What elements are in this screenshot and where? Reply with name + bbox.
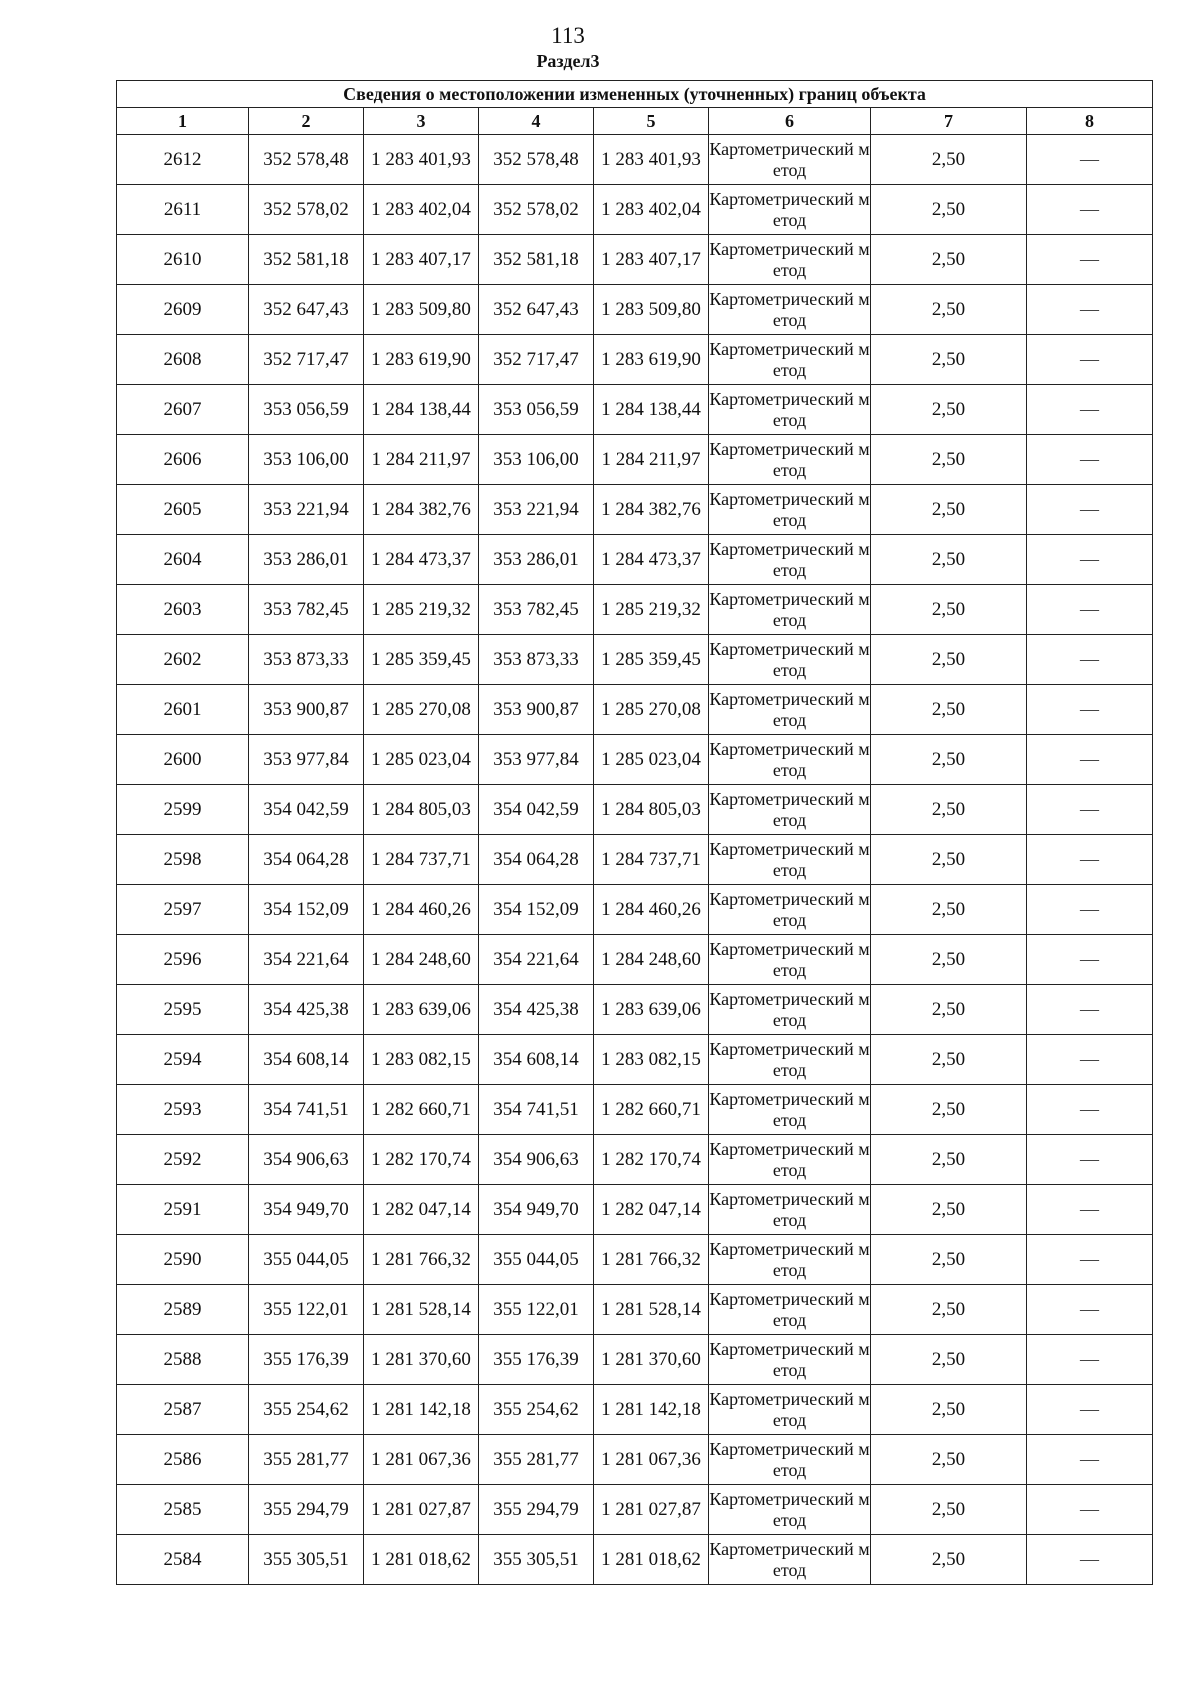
table-cell-col-5: 1 282 170,74 [594,1135,709,1185]
table-cell-col-3: 1 281 142,18 [364,1385,479,1435]
table-cell-col-5: 1 282 047,14 [594,1185,709,1235]
table-cell-col-5: 1 285 270,08 [594,685,709,735]
table-cell-col-8: — [1027,985,1153,1035]
table-cell-col-3: 1 282 047,14 [364,1185,479,1235]
table-cell-col-3: 1 284 460,26 [364,885,479,935]
table-cell-col-8: — [1027,585,1153,635]
table-cell-col-2: 355 176,39 [249,1335,364,1385]
table-cell-col-8: — [1027,135,1153,185]
table-row [117,135,1153,185]
table-cell-col-8: — [1027,1385,1153,1435]
table-cell-col-5: 1 284 248,60 [594,935,709,985]
table-cell-col-1: 2586 [117,1435,249,1485]
table-cell-col-7: 2,50 [871,335,1027,385]
table-cell-col-4: 353 782,45 [479,585,594,635]
table-cell-col-8: — [1027,485,1153,535]
table-cell-col-6: Картометрический метод [709,1135,871,1185]
table-cell-col-6: Картометрический метод [709,635,871,685]
table-cell-col-6: Картометрический метод [709,1085,871,1135]
table-cell-col-7: 2,50 [871,1385,1027,1435]
table-row [117,435,1153,485]
table-cell-col-3: 1 283 407,17 [364,235,479,285]
table-cell-col-2: 352 581,18 [249,235,364,285]
table-cell-col-4: 355 305,51 [479,1535,594,1585]
table-cell-col-6: Картометрический метод [709,1035,871,1085]
table-cell-col-3: 1 284 805,03 [364,785,479,835]
table-cell-col-1: 2602 [117,635,249,685]
table-cell-col-7: 2,50 [871,135,1027,185]
table-cell-col-7: 2,50 [871,985,1027,1035]
table-cell-col-8: — [1027,1085,1153,1135]
table-cell-col-3: 1 284 382,76 [364,485,479,535]
table-cell-col-3: 1 285 023,04 [364,735,479,785]
table-cell-col-2: 354 221,64 [249,935,364,985]
table-cell-col-8: — [1027,1535,1153,1585]
table-cell-col-7: 2,50 [871,435,1027,485]
table-cell-col-5: 1 284 382,76 [594,485,709,535]
table-cell-col-8: — [1027,235,1153,285]
table-cell-col-8: — [1027,185,1153,235]
table-cell-col-8: — [1027,1335,1153,1385]
table-cell-col-1: 2598 [117,835,249,885]
column-header-2: 2 [249,108,364,135]
table-cell-col-8: — [1027,435,1153,485]
table-row [117,185,1153,235]
table-cell-col-1: 2607 [117,385,249,435]
table-cell-col-4: 354 608,14 [479,1035,594,1085]
table-cell-col-7: 2,50 [871,1135,1027,1185]
table-cell-col-5: 1 283 082,15 [594,1035,709,1085]
table-cell-col-1: 2590 [117,1235,249,1285]
table-row [117,1085,1153,1135]
table-cell-col-1: 2596 [117,935,249,985]
table-cell-col-3: 1 284 138,44 [364,385,479,435]
table-cell-col-8: — [1027,1285,1153,1335]
table-cell-col-7: 2,50 [871,935,1027,985]
table-row [117,285,1153,335]
table-cell-col-6: Картометрический метод [709,435,871,485]
table-cell-col-4: 353 977,84 [479,735,594,785]
table-cell-col-3: 1 281 018,62 [364,1535,479,1585]
table-row [117,1485,1153,1535]
table-cell-col-4: 352 717,47 [479,335,594,385]
table-cell-col-6: Картометрический метод [709,1235,871,1285]
table-cell-col-1: 2595 [117,985,249,1035]
table-cell-col-7: 2,50 [871,185,1027,235]
table-row [117,385,1153,435]
table-cell-col-2: 353 286,01 [249,535,364,585]
table-cell-col-7: 2,50 [871,1335,1027,1385]
table-cell-col-7: 2,50 [871,535,1027,585]
table-cell-col-8: — [1027,1185,1153,1235]
column-header-6: 6 [709,108,871,135]
table-cell-col-3: 1 282 170,74 [364,1135,479,1185]
table-caption: Сведения о местоположении измененных (уточненных) границ объекта [117,81,1153,108]
table-cell-col-2: 354 608,14 [249,1035,364,1085]
table-cell-col-3: 1 283 639,06 [364,985,479,1035]
table-cell-col-3: 1 285 270,08 [364,685,479,735]
table-cell-col-5: 1 283 619,90 [594,335,709,385]
table-cell-col-3: 1 281 528,14 [364,1285,479,1335]
table-cell-col-1: 2587 [117,1385,249,1435]
table-cell-col-1: 2601 [117,685,249,735]
table-cell-col-1: 2603 [117,585,249,635]
table-cell-col-3: 1 283 619,90 [364,335,479,385]
table-cell-col-8: — [1027,385,1153,435]
table-cell-col-4: 354 425,38 [479,985,594,1035]
table-cell-col-6: Картометрический метод [709,135,871,185]
table-cell-col-8: — [1027,885,1153,935]
table-cell-col-6: Картометрический метод [709,685,871,735]
table-row [117,235,1153,285]
table-cell-col-5: 1 283 509,80 [594,285,709,335]
column-header-4: 4 [479,108,594,135]
table-cell-col-4: 353 873,33 [479,635,594,685]
table-cell-col-2: 353 977,84 [249,735,364,785]
table-cell-col-3: 1 283 082,15 [364,1035,479,1085]
table-cell-col-5: 1 283 407,17 [594,235,709,285]
table-cell-col-5: 1 283 639,06 [594,985,709,1035]
table-cell-col-7: 2,50 [871,235,1027,285]
table-cell-col-2: 353 900,87 [249,685,364,735]
table-cell-col-5: 1 284 737,71 [594,835,709,885]
table-cell-col-7: 2,50 [871,485,1027,535]
table-row [117,835,1153,885]
table-cell-col-7: 2,50 [871,735,1027,785]
table-cell-col-6: Картометрический метод [709,1485,871,1535]
table-cell-col-4: 355 122,01 [479,1285,594,1335]
table-row [117,785,1153,835]
table-cell-col-7: 2,50 [871,785,1027,835]
table-cell-col-8: — [1027,335,1153,385]
table-cell-col-4: 355 294,79 [479,1485,594,1535]
table-cell-col-7: 2,50 [871,1535,1027,1585]
table-cell-col-4: 353 286,01 [479,535,594,585]
table-cell-col-2: 353 106,00 [249,435,364,485]
table-cell-col-2: 354 906,63 [249,1135,364,1185]
table-cell-col-3: 1 282 660,71 [364,1085,479,1135]
table-cell-col-8: — [1027,1485,1153,1535]
table-row [117,635,1153,685]
table-row [117,535,1153,585]
table-row [117,1435,1153,1485]
table-cell-col-3: 1 283 509,80 [364,285,479,335]
table-cell-col-8: — [1027,635,1153,685]
table-row [117,1335,1153,1385]
table-cell-col-6: Картометрический метод [709,885,871,935]
table-cell-col-5: 1 282 660,71 [594,1085,709,1135]
table-cell-col-5: 1 281 067,36 [594,1435,709,1485]
table-cell-col-5: 1 281 027,87 [594,1485,709,1535]
table-cell-col-2: 352 578,02 [249,185,364,235]
table-cell-col-6: Картометрический метод [709,1385,871,1435]
table-cell-col-5: 1 281 370,60 [594,1335,709,1385]
table-cell-col-6: Картометрический метод [709,1185,871,1235]
table-cell-col-3: 1 285 359,45 [364,635,479,685]
table-cell-col-5: 1 283 402,04 [594,185,709,235]
table-cell-col-4: 352 581,18 [479,235,594,285]
table-cell-col-7: 2,50 [871,1285,1027,1335]
table-cell-col-1: 2611 [117,185,249,235]
table-cell-col-1: 2609 [117,285,249,335]
table-cell-col-7: 2,50 [871,1035,1027,1085]
table-cell-col-7: 2,50 [871,1485,1027,1535]
table-cell-col-4: 353 056,59 [479,385,594,435]
table-row [117,735,1153,785]
table-cell-col-3: 1 283 401,93 [364,135,479,185]
table-cell-col-1: 2600 [117,735,249,785]
table-caption-row [117,81,1153,108]
table-cell-col-4: 352 647,43 [479,285,594,335]
table-cell-col-4: 353 900,87 [479,685,594,735]
table-cell-col-2: 355 305,51 [249,1535,364,1585]
table-cell-col-5: 1 283 401,93 [594,135,709,185]
table-cell-col-4: 355 176,39 [479,1335,594,1385]
table-cell-col-3: 1 281 027,87 [364,1485,479,1535]
table-cell-col-5: 1 285 359,45 [594,635,709,685]
table-cell-col-4: 354 042,59 [479,785,594,835]
table-cell-col-2: 355 281,77 [249,1435,364,1485]
table-row [117,335,1153,385]
table-cell-col-6: Картометрический метод [709,835,871,885]
table-cell-col-3: 1 285 219,32 [364,585,479,635]
table-cell-col-6: Картометрический метод [709,785,871,835]
table-cell-col-6: Картометрический метод [709,485,871,535]
table-cell-col-3: 1 284 737,71 [364,835,479,885]
table-cell-col-6: Картометрический метод [709,385,871,435]
table-cell-col-6: Картометрический метод [709,335,871,385]
table-cell-col-6: Картометрический метод [709,235,871,285]
table-cell-col-2: 355 294,79 [249,1485,364,1535]
table-cell-col-1: 2594 [117,1035,249,1085]
table-row [117,885,1153,935]
table-cell-col-1: 2593 [117,1085,249,1135]
table-cell-col-6: Картометрический метод [709,935,871,985]
table-cell-col-2: 352 578,48 [249,135,364,185]
table-cell-col-7: 2,50 [871,685,1027,735]
table-cell-col-1: 2612 [117,135,249,185]
table-cell-col-3: 1 284 211,97 [364,435,479,485]
table-row [117,985,1153,1035]
table-cell-col-2: 353 873,33 [249,635,364,685]
table-cell-col-1: 2604 [117,535,249,585]
table-cell-col-7: 2,50 [871,835,1027,885]
table-cell-col-7: 2,50 [871,1235,1027,1285]
table-cell-col-2: 354 949,70 [249,1185,364,1235]
table-cell-col-5: 1 285 023,04 [594,735,709,785]
table-cell-col-4: 354 152,09 [479,885,594,935]
table-cell-col-7: 2,50 [871,1085,1027,1135]
table-cell-col-6: Картометрический метод [709,535,871,585]
page-number: 113 [551,23,585,48]
table-cell-col-7: 2,50 [871,1435,1027,1485]
table-cell-col-4: 354 064,28 [479,835,594,885]
table-cell-col-1: 2588 [117,1335,249,1385]
table-cell-col-6: Картометрический метод [709,1535,871,1585]
table-cell-col-3: 1 284 248,60 [364,935,479,985]
table-cell-col-3: 1 281 370,60 [364,1335,479,1385]
column-header-1: 1 [117,108,249,135]
table-row [117,685,1153,735]
table-cell-col-8: — [1027,685,1153,735]
table-cell-col-1: 2599 [117,785,249,835]
table-cell-col-4: 355 254,62 [479,1385,594,1435]
table-cell-col-2: 353 056,59 [249,385,364,435]
table-row [117,935,1153,985]
table-cell-col-8: — [1027,1235,1153,1285]
table-cell-col-1: 2608 [117,335,249,385]
table-cell-col-1: 2584 [117,1535,249,1585]
table-cell-col-4: 354 949,70 [479,1185,594,1235]
table-cell-col-5: 1 285 219,32 [594,585,709,635]
table-cell-col-7: 2,50 [871,635,1027,685]
table-cell-col-6: Картометрический метод [709,585,871,635]
table-row [117,485,1153,535]
table-cell-col-6: Картометрический метод [709,285,871,335]
table-cell-col-2: 354 064,28 [249,835,364,885]
table-cell-col-5: 1 284 211,97 [594,435,709,485]
table-row [117,1535,1153,1585]
table-cell-col-2: 352 647,43 [249,285,364,335]
table-cell-col-7: 2,50 [871,285,1027,335]
table-cell-col-7: 2,50 [871,885,1027,935]
table-cell-col-2: 353 221,94 [249,485,364,535]
table-cell-col-2: 354 152,09 [249,885,364,935]
table-cell-col-3: 1 281 766,32 [364,1235,479,1285]
table-cell-col-2: 355 044,05 [249,1235,364,1285]
table-cell-col-2: 353 782,45 [249,585,364,635]
column-header-5: 5 [594,108,709,135]
table-cell-col-6: Картометрический метод [709,985,871,1035]
table-cell-col-6: Картометрический метод [709,735,871,785]
table-cell-col-3: 1 284 473,37 [364,535,479,585]
table-cell-col-1: 2606 [117,435,249,485]
table-row [117,1285,1153,1335]
table-cell-col-8: — [1027,1435,1153,1485]
table-cell-col-2: 354 425,38 [249,985,364,1035]
table-cell-col-4: 355 044,05 [479,1235,594,1285]
table-cell-col-4: 354 906,63 [479,1135,594,1185]
table-cell-col-5: 1 284 473,37 [594,535,709,585]
table-cell-col-5: 1 284 805,03 [594,785,709,835]
table-cell-col-4: 353 221,94 [479,485,594,535]
table-row [117,1035,1153,1085]
table-cell-col-2: 354 741,51 [249,1085,364,1135]
table-cell-col-6: Картометрический метод [709,1435,871,1485]
table-cell-col-2: 352 717,47 [249,335,364,385]
table-cell-col-1: 2585 [117,1485,249,1535]
table-cell-col-7: 2,50 [871,1185,1027,1235]
table-cell-col-4: 352 578,48 [479,135,594,185]
table-row [117,1385,1153,1435]
table-cell-col-5: 1 284 138,44 [594,385,709,435]
table-cell-col-5: 1 284 460,26 [594,885,709,935]
table-cell-col-5: 1 281 018,62 [594,1535,709,1585]
table-cell-col-4: 353 106,00 [479,435,594,485]
table-header-row [117,108,1153,135]
table-cell-col-1: 2592 [117,1135,249,1185]
table-cell-col-7: 2,50 [871,385,1027,435]
table-cell-col-5: 1 281 142,18 [594,1385,709,1435]
table-cell-col-8: — [1027,285,1153,335]
table-cell-col-6: Картометрический метод [709,185,871,235]
table-cell-col-1: 2610 [117,235,249,285]
table-row [117,1185,1153,1235]
table-cell-col-6: Картометрический метод [709,1285,871,1335]
table-cell-col-4: 354 221,64 [479,935,594,985]
table-cell-col-4: 354 741,51 [479,1085,594,1135]
table-cell-col-1: 2589 [117,1285,249,1335]
table-row [117,1135,1153,1185]
table-cell-col-2: 355 254,62 [249,1385,364,1435]
table-cell-col-8: — [1027,785,1153,835]
table-cell-col-4: 355 281,77 [479,1435,594,1485]
table-body [117,135,1153,1585]
coordinates-table [116,80,1153,1585]
table-cell-col-3: 1 281 067,36 [364,1435,479,1485]
table-cell-col-8: — [1027,935,1153,985]
table-cell-col-1: 2591 [117,1185,249,1235]
table-cell-col-7: 2,50 [871,585,1027,635]
table-row [117,1235,1153,1285]
table-cell-col-8: — [1027,835,1153,885]
table-cell-col-5: 1 281 528,14 [594,1285,709,1335]
table-cell-col-4: 352 578,02 [479,185,594,235]
table-cell-col-1: 2597 [117,885,249,935]
table-row [117,585,1153,635]
table-cell-col-8: — [1027,1035,1153,1085]
table-cell-col-5: 1 281 766,32 [594,1235,709,1285]
table-cell-col-8: — [1027,535,1153,585]
section-title: Раздел3 [536,51,600,71]
table-cell-col-2: 354 042,59 [249,785,364,835]
table-cell-col-3: 1 283 402,04 [364,185,479,235]
column-header-7: 7 [871,108,1027,135]
table-cell-col-8: — [1027,735,1153,785]
table-cell-col-1: 2605 [117,485,249,535]
column-header-8: 8 [1027,108,1153,135]
table-cell-col-2: 355 122,01 [249,1285,364,1335]
table-cell-col-8: — [1027,1135,1153,1185]
column-header-3: 3 [364,108,479,135]
table-cell-col-6: Картометрический метод [709,1335,871,1385]
